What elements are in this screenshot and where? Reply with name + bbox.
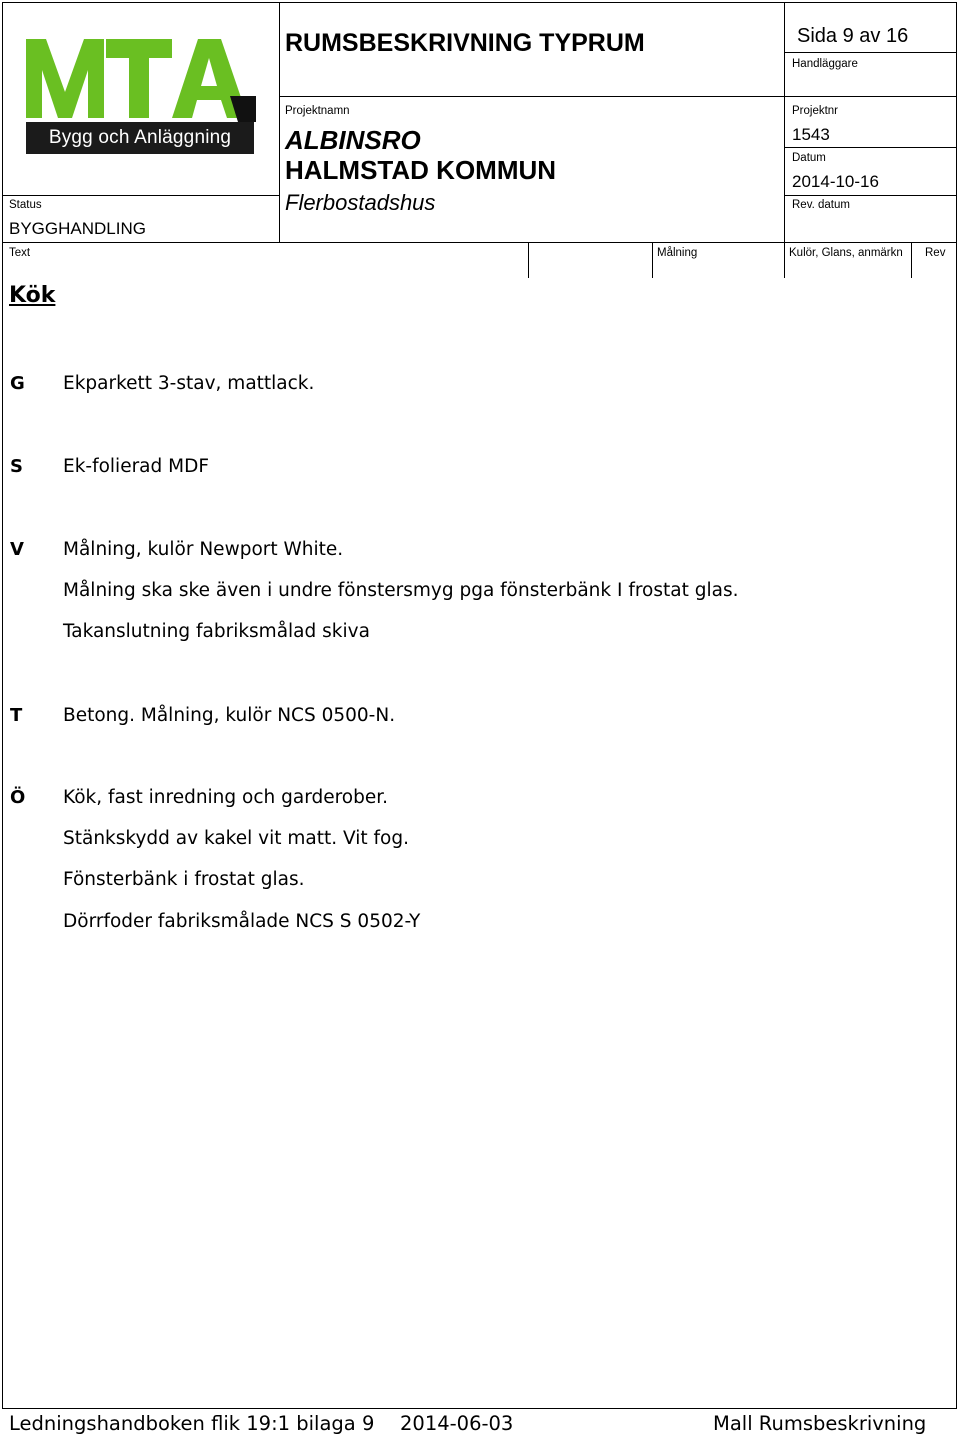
column-divider: [528, 242, 529, 278]
spec-line: Stänkskydd av kakel vit matt. Vit fog.: [63, 828, 409, 849]
project-type: Flerbostadshus: [285, 190, 436, 215]
datum-value: 2014-10-16: [792, 172, 879, 191]
handlaggare-label: Handläggare: [792, 58, 858, 70]
spec-code: S: [10, 456, 23, 477]
header-divider: [2, 195, 279, 196]
spec-line: Kök, fast inredning och garderober.: [63, 787, 389, 808]
column-divider: [652, 242, 653, 278]
spec-line: Ek-folierad MDF: [63, 456, 209, 477]
status-label: Status: [9, 199, 42, 211]
revdatum-label: Rev. datum: [792, 199, 850, 211]
spec-code: Ö: [10, 787, 26, 808]
header-divider: [784, 195, 957, 196]
header-divider: [784, 52, 957, 53]
projektnr-value: 1543: [792, 125, 830, 144]
project-name-line1: ALBINSRO: [285, 125, 421, 155]
header-divider: [279, 2, 280, 242]
column-text: Text: [9, 247, 31, 259]
footer-left: Ledningshandboken flik 19:1 bilaga 9: [9, 1412, 375, 1435]
logo-tagline: Bygg och Anläggning: [26, 122, 254, 154]
projektnamn-label: Projektnamn: [285, 105, 350, 117]
column-malning: Målning: [657, 247, 698, 259]
projektnr-label: Projektnr: [792, 105, 839, 117]
header-divider: [784, 147, 957, 148]
spec-line: Dörrfoder fabriksmålade NCS S 0502-Y: [63, 911, 421, 932]
status-value: BYGGHANDLING: [9, 219, 146, 238]
spec-line: Ekparkett 3-stav, mattlack.: [63, 373, 315, 394]
document-title: RUMSBESKRIVNING TYPRUM: [285, 29, 645, 57]
column-divider: [784, 242, 785, 278]
header-divider: [2, 242, 957, 243]
footer-date: 2014-06-03: [400, 1412, 514, 1435]
header-divider: [279, 96, 957, 97]
column-divider: [911, 242, 912, 278]
page-number: Sida 9 av 16: [797, 25, 909, 47]
spec-code: G: [10, 373, 25, 394]
column-kulor: Kulör, Glans, anmärkn: [789, 247, 903, 259]
header-divider: [784, 2, 785, 242]
spec-line: Målning, kulör Newport White.: [63, 539, 344, 560]
footer-right: Mall Rumsbeskrivning: [713, 1412, 927, 1435]
spec-line: Betong. Målning, kulör NCS 0500-N.: [63, 705, 396, 726]
spec-line: Takanslutning fabriksmålad skiva: [63, 621, 370, 642]
spec-code: T: [10, 705, 23, 726]
project-name-line2: HALMSTAD KOMMUN: [285, 155, 557, 185]
spec-code: V: [10, 539, 24, 560]
spec-line: Fönsterbänk i frostat glas.: [63, 869, 305, 890]
section-title: Kök: [9, 283, 56, 308]
datum-label: Datum: [792, 152, 826, 164]
column-rev: Rev: [925, 247, 946, 259]
spec-line: Målning ska ske även i undre fönstersmyg pga fönsterbänk I frostat glas.: [63, 580, 739, 601]
